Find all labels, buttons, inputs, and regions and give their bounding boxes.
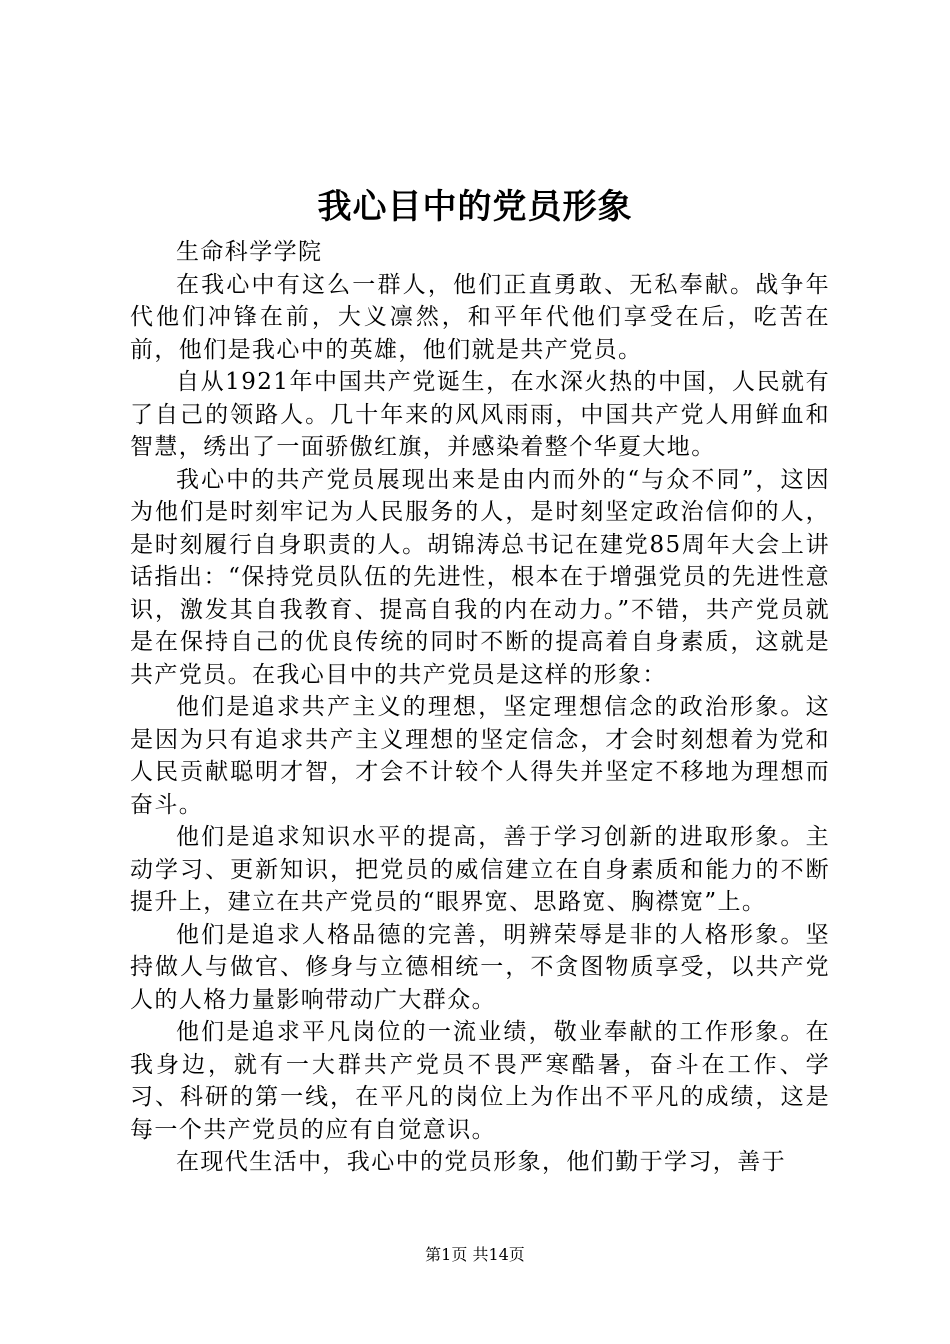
page-number: 第1页 共14页	[425, 1245, 525, 1264]
document-body	[130, 236, 830, 1179]
paragraph-4: 他们是追求共产主义的理想，坚定理想信念的政治形象。这是因为只有追求共产主义理想的坚定信念，才会时刻想着为党和人民贡献聪明才智，才会不计较个人得失并坚定不移地为理想而奋斗。	[130, 694, 830, 818]
paragraph-3: 我心中的共产党员展现出来是由内而外的“与众不同”，这因为他们是时刻牢记为人民服务的人，是时刻坚定政治信仰的人，是时刻履行自身职责的人。胡锦涛总书记在建党85周年大会上讲话指出：“保持党员队伍的先进性，根本在于增强党员的先进性意识，激发其自我教育、提高自我的内在动力。”不错，共产党员就是在保持自己的优良传统的同时不断的提高着自身素质，这就是共产党员。在我心目中的共产党员是这样的形象：	[130, 466, 830, 688]
author-line: 生命科学学院	[176, 239, 323, 265]
paragraph-2: 自从1921年中国共产党诞生，在水深火热的中国，人民就有了自己的领路人。几十年来的风风雨雨，中国共产党人用鲜血和智慧，绣出了一面骄傲红旗，并感染着整个华夏大地。	[130, 369, 830, 460]
paragraph-6: 他们是追求人格品德的完善，明辨荣辱是非的人格形象。坚持做人与做官、修身与立德相统一，不贪图物质享受，以共产党人的人格力量影响带动广大群众。	[130, 921, 830, 1013]
document-title: 我心目中的党员形象	[317, 187, 633, 227]
paragraph-7: 他们是追求平凡岗位的一流业绩，敬业奉献的工作形象。在我身边，就有一大群共产党员不畏严寒酷暑，奋斗在工作、学习、科研的第一线，在平凡的岗位上为作出不平凡的成绩，这是每一个共产党员的应有自觉意识。	[130, 1019, 830, 1143]
paragraph-8: 在现代生活中，我心中的党员形象，他们勤于学习，善于	[176, 1149, 786, 1175]
paragraph-1: 在我心中有这么一群人，他们正直勇敢、无私奉献。战争年代他们冲锋在前，大义凛然，和平年代他们享受在后，吃苦在前，他们是我心中的英雄，他们就是共产党员。	[130, 271, 830, 363]
page-footer	[0, 1244, 950, 1266]
paragraph-5: 他们是追求知识水平的提高，善于学习创新的进取形象。主动学习、更新知识，把党员的威信建立在自身素质和能力的不断提升上，建立在共产党员的“眼界宽、思路宽、胸襟宽”上。	[130, 824, 830, 915]
